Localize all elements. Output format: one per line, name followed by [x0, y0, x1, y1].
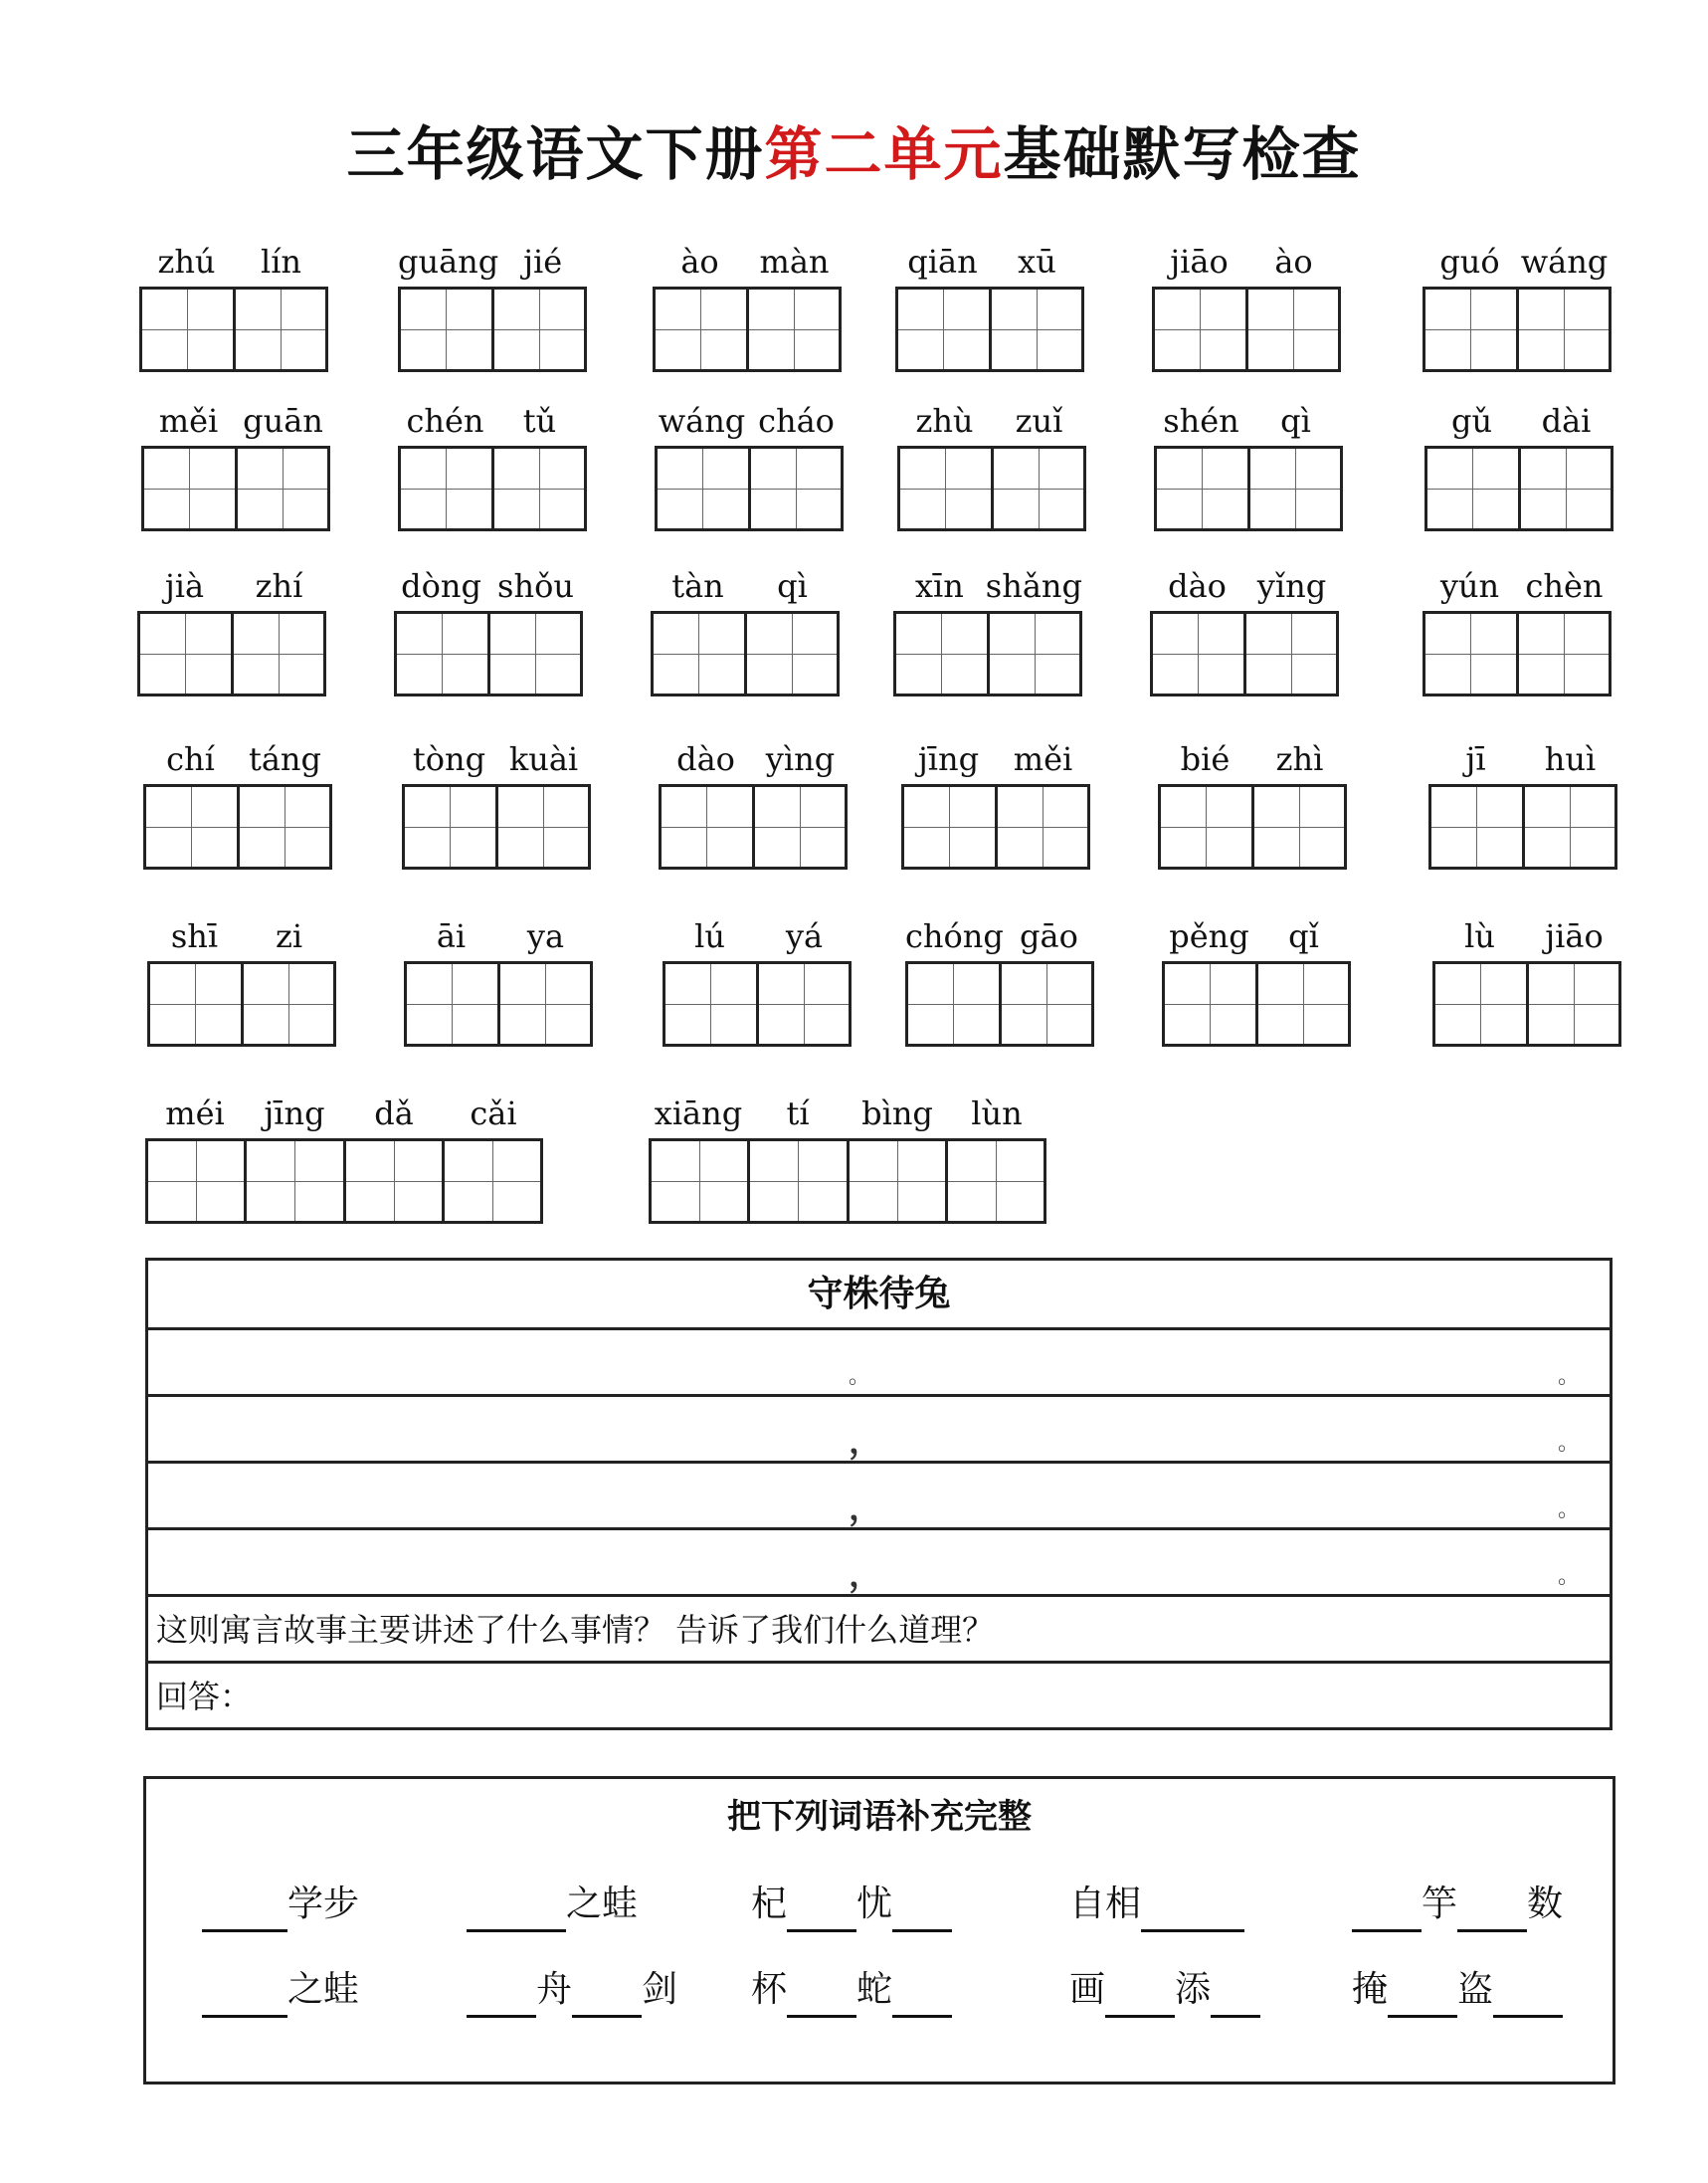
writing-box[interactable]: [897, 446, 1086, 531]
pinyin: jià: [164, 567, 205, 605]
pinyin: āi: [436, 917, 467, 955]
fable-title: 守株待兔: [807, 1274, 951, 1314]
writing-box[interactable]: [402, 784, 591, 870]
answer-blank[interactable]: [892, 1889, 952, 1932]
word-item: [905, 907, 1094, 1047]
word-item: [139, 233, 328, 372]
pinyin: pěng: [1169, 917, 1249, 955]
word-item: [651, 557, 840, 696]
writing-box[interactable]: [398, 287, 587, 372]
period-mark: 。: [1557, 1497, 1580, 1522]
writing-box[interactable]: [139, 287, 328, 372]
answer-blank[interactable]: [202, 1975, 287, 2018]
answer-blank[interactable]: [467, 1975, 536, 2018]
writing-box[interactable]: [651, 611, 840, 696]
period-mark: 。: [1557, 1364, 1580, 1389]
pinyin: qiān: [907, 243, 978, 281]
idiom-item: [751, 1962, 952, 2018]
writing-box[interactable]: [649, 1138, 1046, 1224]
answer-blank[interactable]: [1211, 1975, 1260, 2018]
pinyin: guó: [1439, 243, 1500, 281]
idiom-char: 剑: [642, 1969, 678, 2010]
pinyin: shǎng: [985, 567, 1082, 605]
idiom-char: 学步: [287, 1884, 360, 1924]
answer-blank[interactable]: [467, 1889, 566, 1932]
idiom-item: [467, 1877, 638, 1932]
writing-box[interactable]: [1423, 611, 1612, 696]
idiom-char: 画: [1069, 1969, 1106, 2010]
pinyin: zi: [275, 917, 303, 955]
idiom-char: 数: [1527, 1884, 1564, 1924]
answer-blank[interactable]: [202, 1889, 287, 1932]
word-item: [649, 1085, 1046, 1224]
idiom-char: 添: [1175, 1969, 1212, 2010]
pinyin: tòng: [412, 740, 486, 778]
pinyin: qǐ: [1288, 917, 1319, 955]
idiom-char: 忧: [856, 1884, 893, 1924]
pinyin: tàn: [671, 567, 724, 605]
pinyin: qì: [1280, 402, 1311, 440]
pinyin: guāng: [398, 243, 499, 281]
writing-box[interactable]: [895, 287, 1084, 372]
answer-blank[interactable]: [1352, 1889, 1422, 1932]
word-item: [897, 392, 1086, 531]
period-mark: 。: [1557, 1431, 1580, 1456]
pinyin: yún: [1439, 567, 1500, 605]
writing-box[interactable]: [893, 611, 1082, 696]
idiom-item: [751, 1877, 952, 1932]
word-item: [394, 557, 583, 696]
pinyin: màn: [759, 243, 830, 281]
idiom-item: [1069, 1962, 1260, 2018]
answer-blank[interactable]: [1141, 1889, 1244, 1932]
writing-box[interactable]: [659, 784, 848, 870]
pinyin: kuài: [508, 740, 579, 778]
pinyin: xiāng: [654, 1094, 743, 1132]
pinyin: shī: [170, 917, 219, 955]
pinyin: táng: [248, 740, 322, 778]
idiom-item: [1352, 1962, 1563, 2018]
idiom-item: [1069, 1877, 1244, 1932]
writing-box[interactable]: [141, 446, 330, 531]
pinyin: jié: [523, 243, 563, 281]
pinyin: gāo: [1020, 917, 1078, 955]
writing-box[interactable]: [137, 611, 326, 696]
idiom-section: [143, 1776, 1615, 2084]
pinyin: ào: [1274, 243, 1313, 281]
pinyin: lùn: [971, 1094, 1023, 1132]
pinyin: yǐng: [1256, 567, 1327, 605]
idiom-char: 杯: [751, 1969, 788, 2010]
fable-table: [145, 1258, 1613, 1730]
pinyin: lù: [1464, 917, 1495, 955]
answer-blank[interactable]: [572, 1975, 642, 2018]
answer-blank[interactable]: [1105, 1975, 1175, 2018]
writing-box[interactable]: [147, 961, 336, 1047]
word-item: [901, 730, 1090, 870]
idiom-char: 盗: [1457, 1969, 1494, 2010]
question-text: 这则寓言故事主要讲述了什么事情？ 告诉了我们什么道理？: [148, 1594, 1610, 1661]
word-item: [145, 1085, 543, 1224]
writing-box[interactable]: [663, 961, 852, 1047]
pinyin: bié: [1180, 740, 1231, 778]
idiom-char: 之蛙: [287, 1969, 360, 2010]
writing-box[interactable]: [905, 961, 1094, 1047]
pinyin: tǔ: [522, 402, 557, 440]
pinyin: cǎi: [470, 1094, 517, 1132]
word-item: [137, 557, 326, 696]
idiom-heading: 把下列词语补充完整: [727, 1797, 1032, 1837]
writing-box[interactable]: [1158, 784, 1347, 870]
pinyin: dào: [676, 740, 735, 778]
idiom-row: [146, 1877, 1618, 1932]
word-item: [1428, 730, 1617, 870]
writing-box[interactable]: [1152, 287, 1341, 372]
idiom-char: 蛇: [856, 1969, 893, 2010]
writing-line[interactable]: [148, 1527, 1610, 1594]
word-item: [402, 730, 591, 870]
title-highlight: 第二单元: [764, 120, 1004, 188]
pinyin: lín: [260, 243, 302, 281]
word-item: [1424, 392, 1613, 531]
pinyin: měi: [158, 402, 219, 440]
writing-box[interactable]: [1432, 961, 1621, 1047]
word-item: [398, 233, 587, 372]
pinyin: jī: [1465, 740, 1486, 778]
word-item: [895, 233, 1084, 372]
answer-blank[interactable]: [892, 1975, 952, 2018]
word-item: [1423, 557, 1612, 696]
pinyin: zuǐ: [1015, 402, 1063, 440]
word-item: [147, 907, 336, 1047]
answer-blank[interactable]: [787, 1975, 856, 2018]
idiom-row: [146, 1962, 1618, 2018]
word-item: [1432, 907, 1621, 1047]
period-mark: 。: [849, 1364, 871, 1389]
pinyin: dài: [1541, 402, 1592, 440]
pinyin: chí: [166, 740, 215, 778]
idiom-char: 自相: [1069, 1884, 1142, 1924]
word-item: [1158, 730, 1347, 870]
word-item: [1152, 233, 1341, 372]
pinyin: lú: [694, 917, 725, 955]
pinyin: dǎ: [374, 1094, 414, 1132]
writing-box[interactable]: [655, 446, 844, 531]
word-item: [655, 392, 844, 531]
pinyin: bìng: [861, 1094, 933, 1132]
pinyin: jiāo: [1170, 243, 1229, 281]
pinyin: guān: [243, 402, 323, 440]
pinyin: chén: [406, 402, 484, 440]
word-item: [141, 392, 330, 531]
writing-line[interactable]: [148, 1461, 1610, 1527]
comma-mark: ，: [849, 1488, 882, 1528]
pinyin: chèn: [1525, 567, 1604, 605]
idiom-char: 杞: [751, 1884, 788, 1924]
pinyin: dào: [1168, 567, 1227, 605]
idiom-item: [202, 1962, 359, 2018]
pinyin: zhì: [1275, 740, 1324, 778]
writing-box[interactable]: [143, 784, 332, 870]
idiom-char: 舟: [536, 1969, 573, 2010]
writing-box[interactable]: [394, 611, 583, 696]
writing-box[interactable]: [653, 287, 842, 372]
pinyin: zhí: [255, 567, 303, 605]
writing-box[interactable]: [1428, 784, 1617, 870]
pinyin: wáng: [1520, 243, 1609, 281]
word-item: [1150, 557, 1339, 696]
pinyin: gǔ: [1450, 402, 1493, 440]
pinyin: zhù: [915, 402, 974, 440]
writing-line[interactable]: [148, 1394, 1610, 1461]
writing-box[interactable]: [1150, 611, 1339, 696]
pinyin: měi: [1013, 740, 1073, 778]
idiom-item: [202, 1877, 359, 1932]
pinyin: xū: [1018, 243, 1056, 281]
word-item: [893, 557, 1082, 696]
pinyin: cháo: [758, 402, 835, 440]
comma-mark: ，: [849, 1422, 882, 1462]
pinyin: méi: [165, 1094, 225, 1132]
pinyin: jīng: [264, 1094, 325, 1132]
writing-box[interactable]: [901, 784, 1090, 870]
answer-label: 回答：: [156, 1678, 253, 1715]
answer-blank[interactable]: [1388, 1975, 1457, 2018]
idiom-item: [467, 1962, 677, 2018]
pinyin: shǒu: [497, 567, 574, 605]
pinyin: yá: [785, 917, 824, 955]
word-item: [663, 907, 852, 1047]
word-item: [1423, 233, 1612, 372]
word-item: [659, 730, 848, 870]
comma-mark: ，: [849, 1555, 882, 1595]
title-part3: 基础默写检查: [1003, 120, 1362, 188]
writing-box[interactable]: [1423, 287, 1612, 372]
idiom-char: 掩: [1352, 1969, 1389, 2010]
pinyin: zhú: [157, 243, 216, 281]
word-item: [398, 392, 587, 531]
pinyin: yìng: [765, 740, 836, 778]
pinyin: ào: [680, 243, 719, 281]
word-item: [143, 730, 332, 870]
answer-blank[interactable]: [787, 1889, 856, 1932]
writing-box[interactable]: [1424, 446, 1613, 531]
pinyin: xīn: [914, 567, 964, 605]
answer-blank[interactable]: [1457, 1889, 1527, 1932]
answer-line[interactable]: [148, 1661, 1610, 1727]
pinyin: jiāo: [1545, 917, 1604, 955]
pinyin: ya: [526, 917, 565, 955]
writing-box[interactable]: [1162, 961, 1351, 1047]
idiom-item: [1352, 1877, 1563, 1932]
word-item: [653, 233, 842, 372]
word-item: [1154, 392, 1343, 531]
word-item: [404, 907, 593, 1047]
pinyin: huì: [1544, 740, 1597, 778]
pinyin: wáng: [658, 402, 746, 440]
writing-box[interactable]: [404, 961, 593, 1047]
writing-box[interactable]: [398, 446, 587, 531]
pinyin: chóng: [905, 917, 1004, 955]
idiom-char: 竽: [1422, 1884, 1458, 1924]
writing-box[interactable]: [1154, 446, 1343, 531]
pinyin: shén: [1163, 402, 1239, 440]
period-mark: 。: [1557, 1564, 1580, 1589]
answer-blank[interactable]: [1493, 1975, 1563, 2018]
title-part1: 三年级语文下册: [346, 120, 765, 188]
word-item: [1162, 907, 1351, 1047]
pinyin: dòng: [401, 567, 481, 605]
pinyin: tí: [786, 1094, 810, 1132]
idiom-char: 之蛙: [566, 1884, 639, 1924]
pinyin: qì: [777, 567, 808, 605]
pinyin: jīng: [917, 740, 980, 778]
writing-line[interactable]: [148, 1327, 1610, 1394]
writing-box[interactable]: [145, 1138, 543, 1224]
